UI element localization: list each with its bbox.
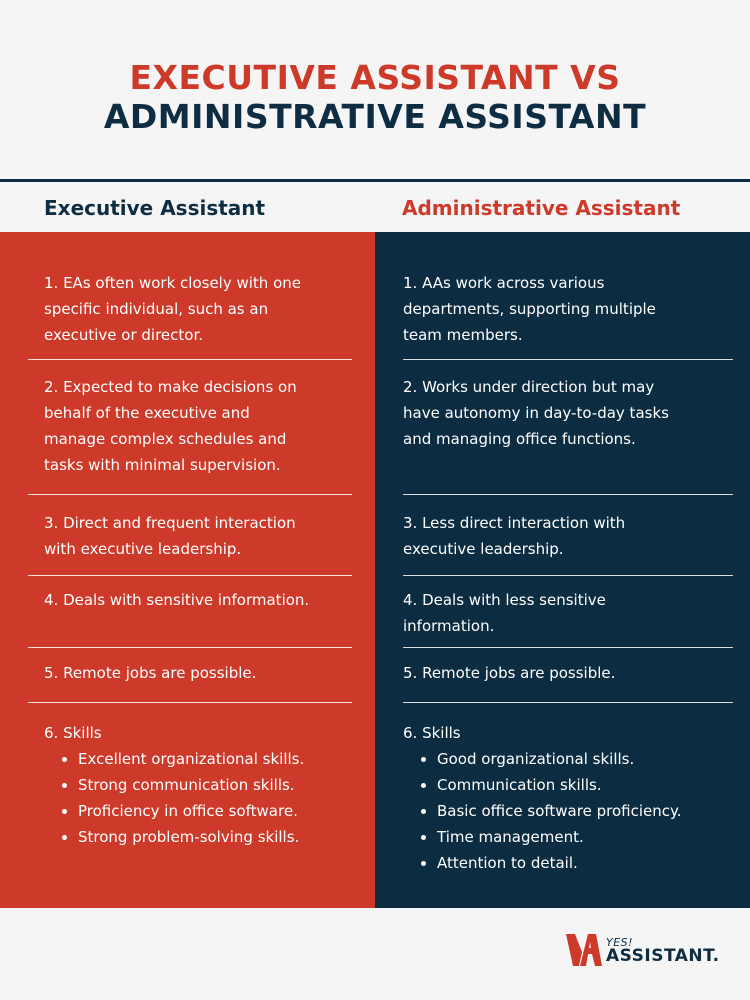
list-item: • Time management. (437, 824, 683, 850)
left-skills-list (44, 746, 312, 850)
left-item-2: 2. Expected to make decisions on behalf of the executive and manage complex schedules and tasks with minimal supervision. (44, 378, 297, 474)
list-item: • Proficiency in office software. (78, 798, 312, 824)
divider (403, 494, 733, 495)
left-item-5: 5. Remote jobs are possible. (44, 664, 257, 682)
divider (403, 647, 733, 648)
ya-logo-icon (566, 932, 602, 968)
title-line-2: ADMINISTRATIVE ASSISTANT (103, 97, 647, 136)
divider (403, 575, 733, 576)
right-item-2: 2. Works under direction but may have autonomy in day-to-day tasks and managing office functions. (403, 378, 669, 448)
right-item-1: 1. AAs work across various departments, supporting multiple team members. (403, 274, 656, 344)
right-skills-block (403, 720, 683, 876)
list-item: • Good organizational skills. (437, 746, 683, 772)
title-line-1: EXECUTIVE ASSISTANT VS (129, 58, 621, 97)
list-item: • Basic office software proficiency. (437, 798, 683, 824)
left-item-4: 4. Deals with sensitive information. (44, 591, 310, 609)
administrative-assistant-panel (375, 232, 750, 908)
right-column-heading: Administrative Assistant (402, 196, 681, 220)
executive-assistant-panel (0, 232, 375, 908)
divider (28, 647, 352, 648)
logo-yes-text: YES! (606, 936, 634, 949)
divider (28, 702, 352, 703)
divider (28, 575, 352, 576)
right-skills-list (403, 746, 683, 876)
left-item-3: 3. Direct and frequent interaction with executive leadership. (44, 514, 296, 558)
right-skills-heading: 6. Skills (403, 724, 461, 742)
page-title (0, 58, 750, 136)
divider (403, 702, 733, 703)
brand-logo (566, 932, 726, 968)
divider (28, 359, 352, 360)
left-skills-heading: 6. Skills (44, 724, 102, 742)
list-item: • Strong problem-solving skills. (78, 824, 312, 850)
list-item: • Strong communication skills. (78, 772, 312, 798)
left-item-1: 1. EAs often work closely with one specific individual, such as an executive or director. (44, 274, 301, 344)
divider (403, 359, 733, 360)
right-item-3: 3. Less direct interaction with executive leadership. (403, 514, 626, 558)
list-item: • Communication skills. (437, 772, 683, 798)
list-item: • Attention to detail. (437, 850, 683, 876)
logo-brand-text: ASSISTANT. (606, 946, 720, 966)
right-item-4: 4. Deals with less sensitive information. (403, 591, 606, 635)
left-skills-block (44, 720, 312, 850)
left-column-heading: Executive Assistant (44, 196, 266, 220)
divider (28, 494, 352, 495)
header-rule (0, 179, 750, 182)
right-item-5: 5. Remote jobs are possible. (403, 664, 616, 682)
list-item: • Excellent organizational skills. (78, 746, 312, 772)
